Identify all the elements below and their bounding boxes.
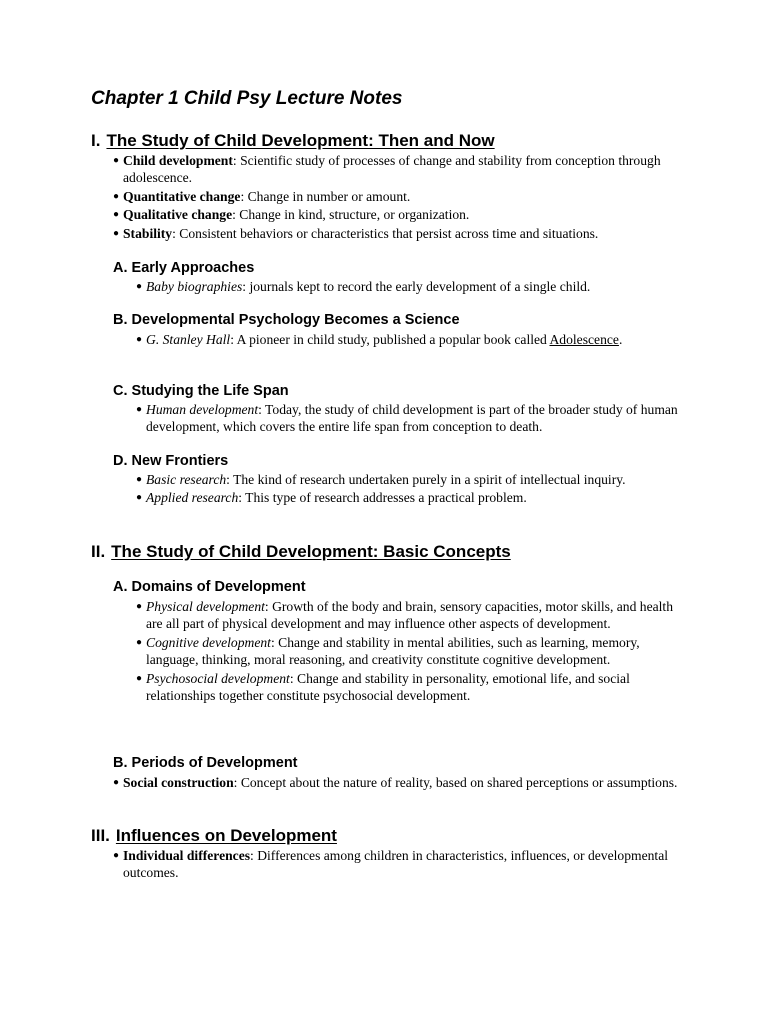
term: Social construction	[123, 775, 234, 790]
definition: : The kind of research undertaken purely in a spirit of intellectual inquiry.	[226, 472, 626, 487]
term: Physical development	[146, 599, 265, 614]
section-title: The Study of Child Development: Basic Concepts	[111, 542, 511, 561]
section-title: Influences on Development	[115, 826, 337, 845]
section-1-bullet-list	[113, 152, 683, 243]
list-item: ● Baby biographies: journals kept to record the early development of a single child.	[136, 279, 591, 294]
definition: : Concept about the nature of reality, based on shared perceptions or assumptions.	[233, 775, 678, 790]
term: Quantitative change	[123, 188, 241, 204]
term: Applied research	[146, 490, 239, 506]
subsection-heading: B. Periods of Development	[113, 755, 298, 771]
list-item: ● Social construction: Concept about the nature of reality, based on shared perceptions or assumptions.	[113, 775, 678, 790]
definition: : Change in kind, structure, or organization.	[232, 207, 470, 223]
subsection-heading: B. Developmental Psychology Becomes a Science	[113, 312, 460, 328]
definition: : This type of research addresses a practical problem.	[238, 490, 527, 506]
definition: : Growth of the body and brain, sensory capacities, motor skills, and health are all part of physical development and may influence other aspects of development.	[146, 599, 674, 632]
term: Basic research	[146, 472, 227, 487]
definition: : journals kept to record the early development of a single child.	[242, 279, 591, 294]
term: Child development	[123, 153, 233, 168]
subsection-heading: A. Domains of Development	[113, 579, 306, 595]
section-3-bullet-list	[113, 847, 683, 883]
list-item: ● G. Stanley Hall: A pioneer in child study, published a popular book called Adolescence.	[136, 332, 623, 347]
definition: : Change and stability in mental abilities, such as learning, memory, language, thinking, moral reasoning, and creativity constitute cognitive development.	[146, 634, 640, 668]
definition: : Change and stability in personality, emotional life, and social relationships together constitute psychosocial development.	[146, 670, 630, 704]
section-title: The Study of Child Development: Then and Now	[106, 131, 495, 150]
list-item: ● Basic research: The kind of research undertaken purely in a spirit of intellectual inquiry.	[136, 472, 626, 487]
list-item: ● Child development: Scientific study of processes of change and stability from conception through adolescence.	[113, 153, 661, 186]
section-heading-1	[91, 131, 495, 151]
subsection-bullet-list	[136, 331, 686, 349]
subsection-heading: A. Early Approaches	[113, 260, 255, 276]
section-number: II.	[91, 542, 106, 561]
section-heading-2	[91, 542, 511, 562]
term: Baby biographies	[146, 279, 243, 294]
term: Cognitive development	[146, 634, 271, 650]
definition: : Scientific study of processes of change and stability from conception through adolescence.	[123, 153, 661, 186]
list-item: ● Psychosocial development: Change and stability in personality, emotional life, and social relationships together constitute psychosocial development.	[136, 670, 630, 704]
section-heading-3	[91, 826, 337, 846]
term: G. Stanley Hall	[146, 332, 231, 347]
definition: : Consistent behaviors or characteristics that persist across time and situations.	[172, 225, 599, 241]
term: Individual differences	[123, 848, 251, 863]
subsection-bullet-list	[136, 401, 686, 437]
list-item: ● Stability: Consistent behaviors or characteristics that persist across time and situations.	[113, 225, 599, 241]
list-item: ● Cognitive development: Change and stability in mental abilities, such as learning, memory, language, thinking, moral reasoning, and creativity constitute cognitive development.	[136, 634, 640, 668]
definition: : Differences among children in characteristics, influences, or developmental outcomes.	[123, 848, 668, 881]
list-item: ● Human development: Today, the study of child development is part of the broader study of human development, which covers the entire life span from conception to death.	[136, 402, 678, 435]
list-item: ● Physical development: Growth of the body and brain, sensory capacities, motor skills, and health are all part of physical development and may influence other aspects of development.	[136, 599, 674, 632]
list-item: ● Quantitative change: Change in number or amount.	[113, 188, 411, 204]
subsection-bullet-list	[136, 471, 686, 508]
punctuation: .	[618, 332, 623, 347]
book-title: Adolescence	[549, 332, 619, 347]
definition: : Change in number or amount.	[240, 188, 411, 204]
term: Stability	[123, 225, 173, 241]
term: Psychosocial development	[146, 670, 290, 686]
subsection-bullet-list	[113, 774, 683, 792]
list-item: ● Applied research: This type of research addresses a practical problem.	[136, 490, 527, 506]
document-title: Chapter 1 Child Psy Lecture Notes	[91, 88, 403, 109]
subsection-bullet-list	[136, 598, 686, 705]
subsection-heading: D. New Frontiers	[113, 453, 229, 469]
section-number: I.	[91, 131, 101, 150]
definition: : A pioneer in child study, published a popular book called	[230, 332, 550, 347]
list-item: ● Individual differences: Differences among children in characteristics, influences, or developmental outcomes.	[113, 848, 668, 881]
subsection-heading: C. Studying the Life Span	[113, 383, 289, 399]
term: Qualitative change	[123, 207, 233, 223]
subsection-bullet-list	[136, 278, 686, 296]
definition: : Today, the study of child development is part of the broader study of human development, which covers the entire life span from conception to death.	[146, 402, 678, 435]
term: Human development	[146, 402, 259, 417]
section-number: III.	[91, 826, 110, 845]
list-item: ● Qualitative change: Change in kind, structure, or organization.	[113, 207, 470, 223]
